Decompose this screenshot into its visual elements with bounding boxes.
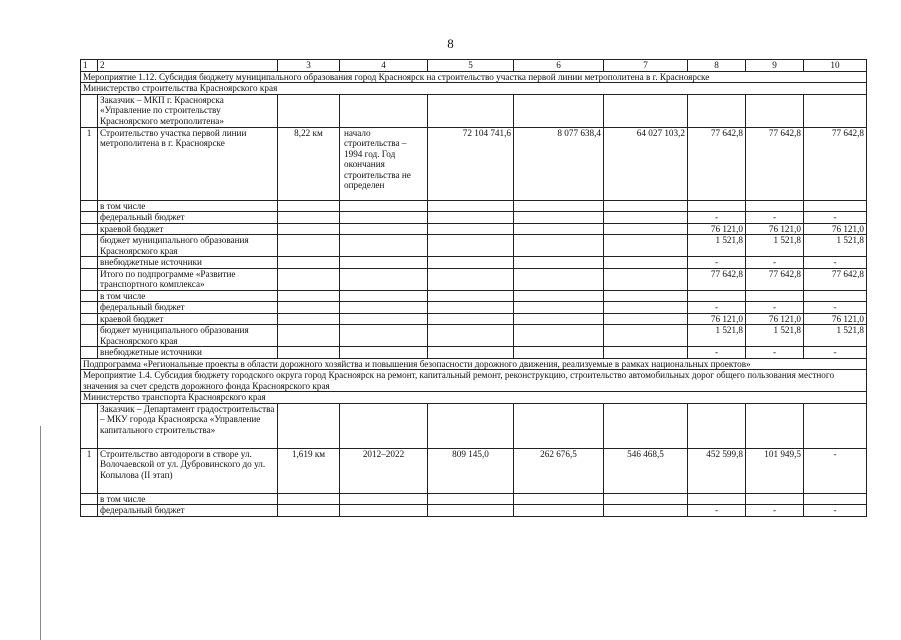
object-remaining: 64 027 103,2: [604, 127, 688, 200]
breakdown-row: [81, 290, 867, 302]
header-cell: 8: [688, 60, 746, 72]
object-value-8: 77 642,8: [688, 127, 746, 200]
object-name: Строительство автодороги в створе ул. Волочаевской от ул. Дубровинского до ул. Копылова (II этап): [98, 448, 278, 493]
object-row: [81, 127, 867, 200]
breakdown-value: [804, 493, 867, 505]
breakdown-label: краевой бюджет: [98, 223, 278, 235]
header-cell: 3: [278, 60, 340, 72]
object-remaining: 546 468,5: [604, 448, 688, 493]
breakdown-row: [81, 505, 867, 517]
page-number: 8: [447, 36, 454, 51]
breakdown-value: [746, 290, 804, 302]
breakdown-value: [804, 290, 867, 302]
breakdown-value: 77 642,8: [688, 268, 746, 290]
breakdown-value: -: [804, 212, 867, 224]
margin-line: [40, 426, 41, 640]
breakdown-value: -: [746, 347, 804, 359]
breakdown-row: [81, 200, 867, 212]
event-row: [81, 370, 867, 392]
object-value-10: -: [804, 448, 867, 493]
breakdown-value: 76 121,0: [746, 313, 804, 325]
object-value-9: 101 949,5: [746, 448, 804, 493]
customer-row: [81, 403, 867, 448]
breakdown-row: [81, 268, 867, 290]
breakdown-value: 1 521,8: [688, 235, 746, 257]
header-cell: 9: [746, 60, 804, 72]
breakdown-label: в том числе: [98, 290, 278, 302]
ministry-name: Министерство транспорта Красноярского края: [81, 392, 867, 404]
breakdown-value: 1 521,8: [688, 325, 746, 347]
breakdown-label: федеральный бюджет: [98, 212, 278, 224]
breakdown-value: 76 121,0: [804, 313, 867, 325]
breakdown-value: 76 121,0: [804, 223, 867, 235]
breakdown-value: 1 521,8: [804, 325, 867, 347]
header-cell: 7: [604, 60, 688, 72]
ministry-row: [81, 392, 867, 404]
object-cost: 72 104 741,6: [428, 127, 514, 200]
breakdown-row: [81, 223, 867, 235]
object-name: Строительство участка первой линии метрополитена в г. Красноярске: [98, 127, 278, 200]
breakdown-value: -: [746, 212, 804, 224]
breakdown-row: [81, 257, 867, 269]
header-cell: 10: [804, 60, 867, 72]
breakdown-row: [81, 313, 867, 325]
breakdown-label: краевой бюджет: [98, 313, 278, 325]
ministry-row: [81, 83, 867, 95]
object-length: 8,22 км: [278, 127, 340, 200]
breakdown-value: 77 642,8: [804, 268, 867, 290]
header-cell: 2: [98, 60, 278, 72]
object-number: 1: [81, 127, 98, 200]
breakdown-row: [81, 302, 867, 314]
object-length: 1,619 км: [278, 448, 340, 493]
breakdown-value: -: [804, 302, 867, 314]
breakdown-label: бюджет муниципального образования Красноярского края: [98, 325, 278, 347]
breakdown-value: [804, 200, 867, 212]
header-cell: 6: [514, 60, 604, 72]
customer-name: Заказчик – Департамент градостроительства – МКУ города Красноярска «Управление капитального строительства»: [98, 403, 278, 448]
subprogram-title: Подпрограмма «Региональные проекты в области дорожного хозяйства и повышения безопасности дорожного движения, реализуемые в рамках национальных проектов»: [81, 358, 867, 370]
breakdown-row: [81, 493, 867, 505]
breakdown-value: -: [804, 257, 867, 269]
breakdown-value: 76 121,0: [688, 223, 746, 235]
breakdown-label: бюджет муниципального образования Красноярского края: [98, 235, 278, 257]
object-number: 1: [81, 448, 98, 493]
breakdown-label: в том числе: [98, 493, 278, 505]
breakdown-value: [688, 493, 746, 505]
header-cell: 4: [340, 60, 428, 72]
breakdown-value: 77 642,8: [746, 268, 804, 290]
breakdown-value: 76 121,0: [688, 313, 746, 325]
breakdown-value: 1 521,8: [804, 235, 867, 257]
header-cell: 5: [428, 60, 514, 72]
customer-name: Заказчик – МКП г. Красноярска «Управление по строительству Красноярского метрополитена»: [98, 94, 278, 127]
object-funded: 8 077 638,4: [514, 127, 604, 200]
breakdown-value: 76 121,0: [746, 223, 804, 235]
event-row: [81, 71, 867, 83]
object-cost: 809 145,0: [428, 448, 514, 493]
breakdown-value: -: [688, 257, 746, 269]
breakdown-label: Итого по подпрограмме «Развитие транспортного комплекса»: [98, 268, 278, 290]
subprogram-row: [81, 358, 867, 370]
breakdown-value: -: [746, 257, 804, 269]
object-row: [81, 448, 867, 493]
header-row: [81, 60, 867, 72]
object-period: 2012–2022: [340, 448, 428, 493]
object-value-8: 452 599,8: [688, 448, 746, 493]
budget-table: [80, 59, 867, 517]
breakdown-value: -: [688, 347, 746, 359]
breakdown-row: [81, 325, 867, 347]
breakdown-value: 1 521,8: [746, 325, 804, 347]
object-value-10: 77 642,8: [804, 127, 867, 200]
breakdown-label: федеральный бюджет: [98, 302, 278, 314]
customer-row: [81, 94, 867, 127]
breakdown-row: [81, 235, 867, 257]
breakdown-value: -: [746, 302, 804, 314]
event-title: Мероприятие 1.12. Субсидия бюджету муниципального образования город Красноярск на строительство участка первой линии метрополитена в г. Красноярске: [81, 71, 867, 83]
object-period: начало строительства – 1994 год. Год окончания строительства не определен: [340, 127, 428, 200]
breakdown-value: [746, 493, 804, 505]
breakdown-row: [81, 347, 867, 359]
breakdown-value: 1 521,8: [746, 235, 804, 257]
breakdown-value: -: [688, 505, 746, 517]
object-value-9: 77 642,8: [746, 127, 804, 200]
breakdown-label: внебюджетные источники: [98, 347, 278, 359]
breakdown-value: -: [688, 212, 746, 224]
breakdown-value: [688, 290, 746, 302]
breakdown-value: -: [688, 302, 746, 314]
object-funded: 262 676,5: [514, 448, 604, 493]
breakdown-label: в том числе: [98, 200, 278, 212]
breakdown-value: -: [746, 505, 804, 517]
breakdown-label: федеральный бюджет: [98, 505, 278, 517]
breakdown-value: -: [804, 347, 867, 359]
header-cell: 1: [81, 60, 98, 72]
breakdown-row: [81, 212, 867, 224]
ministry-name: Министерство строительства Красноярского края: [81, 83, 867, 95]
breakdown-value: [688, 200, 746, 212]
event-title: Мероприятие 1.4. Субсидия бюджету городского округа город Красноярск на ремонт, капитальный ремонт, реконструкцию, строительство автомобильных дорог общего пользования местного значения за счет средств дорожного фонда Красноярского края: [81, 370, 867, 392]
breakdown-label: внебюджетные источники: [98, 257, 278, 269]
breakdown-value: -: [804, 505, 867, 517]
breakdown-value: [746, 200, 804, 212]
